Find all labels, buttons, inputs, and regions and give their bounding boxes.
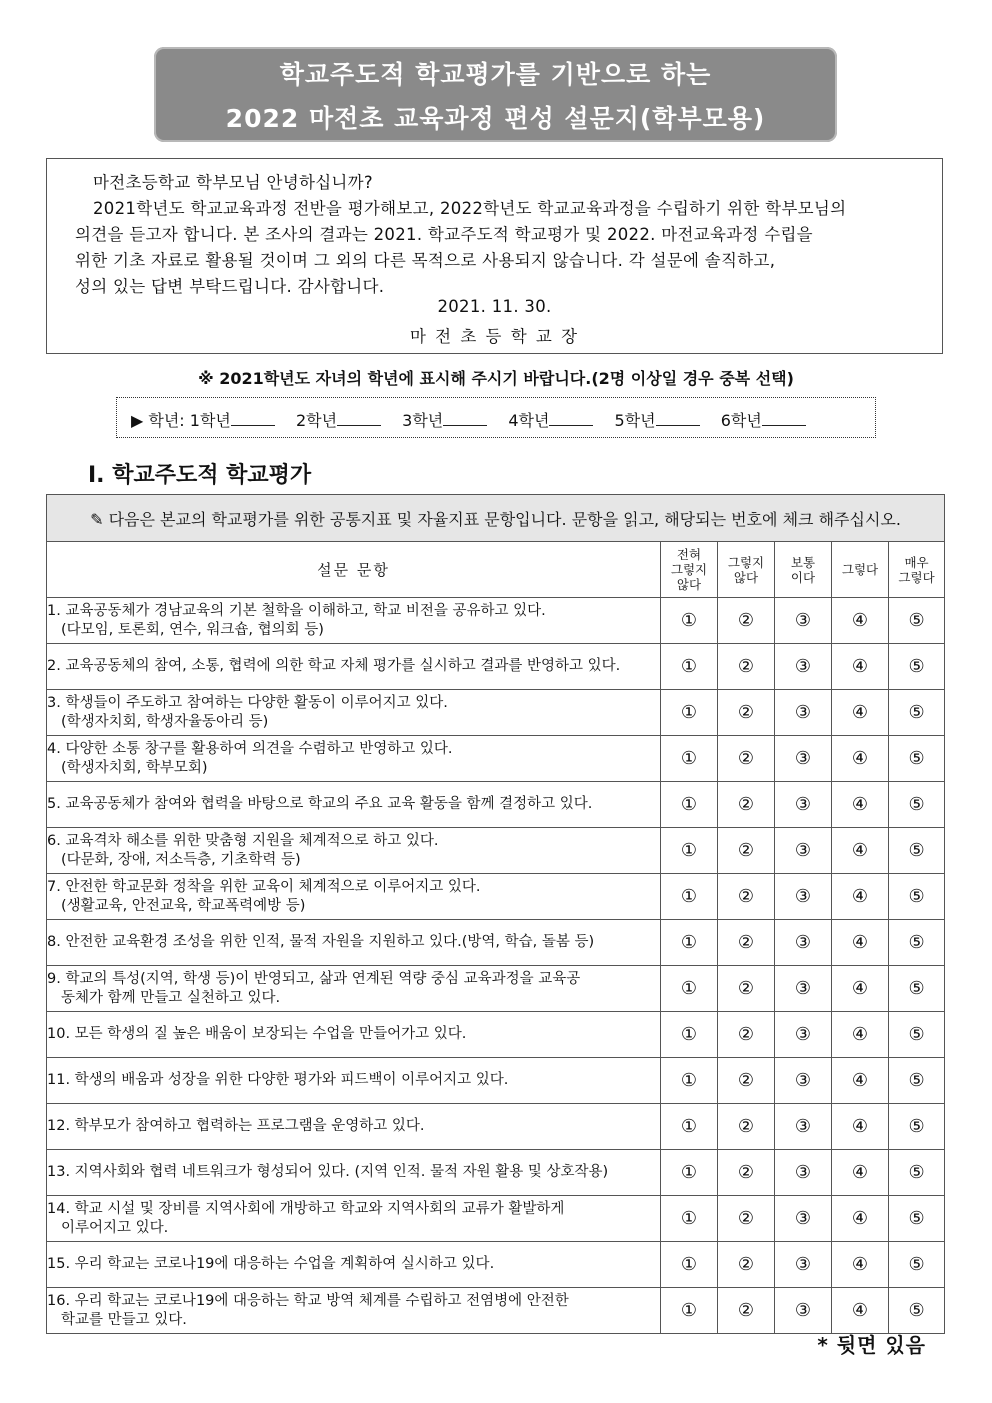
answer-option-3[interactable]: ③	[775, 920, 832, 966]
intro-line-4: 성의 있는 답변 부탁드립니다. 감사합니다.	[75, 277, 385, 296]
question-text: 9. 학교의 특성(지역, 학생 등)이 반영되고, 삶과 연계된 역량 중심 교육과정을 교육공	[47, 970, 581, 987]
answer-option-2[interactable]: ②	[718, 598, 775, 644]
table-row	[47, 598, 945, 644]
answer-option-5[interactable]: ⑤	[889, 598, 945, 644]
table-row	[47, 874, 945, 920]
back-page-note: * 뒷면 있음	[817, 1333, 926, 1357]
question-cell	[47, 1150, 661, 1196]
answer-option-3[interactable]: ③	[775, 874, 832, 920]
question-subtext: 이루어지고 있다.	[61, 1219, 169, 1236]
answer-option-5[interactable]: ⑤	[889, 920, 945, 966]
answer-option-2[interactable]: ②	[718, 920, 775, 966]
question-text: 14. 학교 시설 및 장비를 지역사회에 개방하고 학교와 지역사회의 교류가 활발하게	[47, 1200, 565, 1217]
answer-option-5[interactable]: ⑤	[889, 690, 945, 736]
answer-option-4[interactable]: ④	[832, 920, 889, 966]
answer-option-5[interactable]: ⑤	[889, 782, 945, 828]
intro-signature: 마 전 초 등 학 교 장	[409, 327, 580, 346]
intro-line-2: 의견을 듣고자 합니다. 본 조사의 결과는 2021. 학교주도적 학교평가 및 2022. 마전교육과정 수립을	[75, 225, 813, 244]
answer-option-5[interactable]: ⑤	[889, 1288, 945, 1334]
answer-option-4[interactable]: ④	[832, 1012, 889, 1058]
intro-line-1: 2021학년도 학교교육과정 전반을 평가해보고, 2022학년도 학교교육과정을 수립하기 위한 학부모님의	[93, 199, 847, 218]
question-text: 6. 교육격차 해소를 위한 맞춤형 지원을 체계적으로 하고 있다.	[47, 832, 439, 849]
answer-option-3[interactable]: ③	[775, 782, 832, 828]
question-text: 16. 우리 학교는 코로나19에 대응하는 학교 방역 체계를 수립하고 전염병에 안전한	[47, 1292, 569, 1309]
answer-option-3[interactable]: ③	[775, 828, 832, 874]
answer-option-5[interactable]: ⑤	[889, 1242, 945, 1288]
answer-option-3[interactable]: ③	[775, 1012, 832, 1058]
table-header-row	[47, 542, 945, 598]
answer-option-1[interactable]: ①	[661, 736, 718, 782]
question-text: 12. 학부모가 참여하고 협력하는 프로그램을 운영하고 있다.	[47, 1118, 425, 1134]
question-subtext: (학생자치회, 학부모회)	[61, 759, 208, 776]
question-text: 5. 교육공동체가 참여와 협력을 바탕으로 학교의 주요 교육 활동을 함께 결정하고 있다.	[47, 796, 593, 812]
answer-option-3[interactable]: ③	[775, 644, 832, 690]
question-text: 4. 다양한 소통 창구를 활용하여 의견을 수렴하고 반영하고 있다.	[47, 740, 453, 757]
title-banner	[154, 47, 837, 142]
question-text: 3. 학생들이 주도하고 참여하는 다양한 활동이 이루어지고 있다.	[47, 694, 448, 711]
answer-option-1[interactable]: ①	[661, 1288, 718, 1334]
question-cell	[47, 874, 661, 920]
table-row	[47, 736, 945, 782]
question-subtext: (다문화, 장애, 저소득층, 기초학력 등)	[61, 851, 301, 868]
answer-option-2[interactable]: ②	[718, 644, 775, 690]
grade-blank-3[interactable]	[443, 411, 487, 426]
option-header-5-line: 매우	[904, 554, 929, 570]
question-cell	[47, 644, 661, 690]
answer-option-5[interactable]: ⑤	[889, 1196, 945, 1242]
answer-option-3[interactable]: ③	[775, 736, 832, 782]
answer-option-1[interactable]: ①	[661, 1104, 718, 1150]
table-row	[47, 782, 945, 828]
question-text: 11. 학생의 배움과 성장을 위한 다양한 평가와 피드백이 이루어지고 있다.	[47, 1072, 509, 1088]
answer-option-4[interactable]: ④	[832, 690, 889, 736]
answer-option-3[interactable]: ③	[775, 1288, 832, 1334]
answer-option-2[interactable]: ②	[718, 966, 775, 1012]
answer-option-2[interactable]: ②	[718, 1012, 775, 1058]
answer-option-4[interactable]: ④	[832, 1058, 889, 1104]
answer-option-2[interactable]: ②	[718, 1288, 775, 1334]
grade-label-1: 1학년	[189, 411, 231, 430]
answer-option-3[interactable]: ③	[775, 1058, 832, 1104]
option-header-3-line: 보통	[790, 554, 816, 570]
answer-option-1[interactable]: ①	[661, 1242, 718, 1288]
answer-option-3[interactable]: ③	[775, 1104, 832, 1150]
table-row	[47, 1058, 945, 1104]
answer-option-1[interactable]: ①	[661, 920, 718, 966]
answer-option-4[interactable]: ④	[832, 1242, 889, 1288]
question-cell	[47, 1288, 661, 1334]
question-subtext: (학생자치회, 학생자율동아리 등)	[61, 713, 269, 730]
question-cell	[47, 1058, 661, 1104]
answer-option-2[interactable]: ②	[718, 690, 775, 736]
answer-option-1[interactable]: ①	[661, 690, 718, 736]
answer-option-1[interactable]: ①	[661, 782, 718, 828]
answer-option-1[interactable]: ①	[661, 1058, 718, 1104]
answer-option-1[interactable]: ①	[661, 1150, 718, 1196]
question-text: 15. 우리 학교는 코로나19에 대응하는 수업을 계획하여 실시하고 있다.	[47, 1256, 495, 1272]
question-cell	[47, 690, 661, 736]
answer-option-3[interactable]: ③	[775, 1150, 832, 1196]
question-cell	[47, 1196, 661, 1242]
option-header-2-line: 그렇지	[727, 554, 765, 570]
answer-option-5[interactable]: ⑤	[889, 644, 945, 690]
answer-option-4[interactable]: ④	[832, 782, 889, 828]
answer-option-2[interactable]: ②	[718, 1104, 775, 1150]
question-cell	[47, 598, 661, 644]
answer-option-1[interactable]: ①	[661, 1012, 718, 1058]
grade-row	[131, 408, 822, 431]
question-text: 13. 지역사회와 협력 네트워크가 형성되어 있다. (지역 인적. 물적 자원 활용 및 상호작용)	[47, 1164, 609, 1180]
table-row	[47, 966, 945, 1012]
answer-option-2[interactable]: ②	[718, 1150, 775, 1196]
question-text: 2. 교육공동체의 참여, 소통, 협력에 의한 학교 자체 평가를 실시하고 결과를 반영하고 있다.	[47, 658, 621, 674]
answer-option-2[interactable]: ②	[718, 874, 775, 920]
answer-option-1[interactable]: ①	[661, 1196, 718, 1242]
answer-option-4[interactable]: ④	[832, 644, 889, 690]
answer-option-5[interactable]: ⑤	[889, 828, 945, 874]
question-rows	[47, 598, 945, 1334]
answer-option-4[interactable]: ④	[832, 1150, 889, 1196]
option-header-4-line: 그렇다	[841, 562, 879, 577]
question-text: 10. 모든 학생의 질 높은 배움이 보장되는 수업을 만들어가고 있다.	[47, 1026, 467, 1042]
grade-blank-1[interactable]	[231, 411, 275, 426]
option-header-1-line: 않다	[676, 577, 702, 592]
table-row	[47, 1196, 945, 1242]
grade-notice: ※ 2021학년도 자녀의 학년에 표시해 주시기 바랍니다.(2명 이상일 경우 중복 선택)	[198, 369, 794, 388]
answer-option-5[interactable]: ⑤	[889, 966, 945, 1012]
answer-option-2[interactable]: ②	[718, 782, 775, 828]
grade-blank-5[interactable]	[656, 411, 700, 426]
question-subtext: 학교를 만들고 있다.	[61, 1311, 187, 1328]
option-header-1	[661, 542, 718, 598]
answer-option-4[interactable]: ④	[832, 598, 889, 644]
option-header-1-line: 그렇지	[670, 562, 708, 577]
question-cell	[47, 920, 661, 966]
question-cell	[47, 1242, 661, 1288]
title-line-1: 학교주도적 학교평가를 기반으로 하는	[279, 60, 712, 89]
answer-option-5[interactable]: ⑤	[889, 1012, 945, 1058]
question-cell	[47, 1104, 661, 1150]
question-cell	[47, 828, 661, 874]
instruction-banner: ✎ 다음은 본교의 학교평가를 위한 공통지표 및 자율지표 문항입니다. 문항을 읽고, 해당되는 번호에 체크 해주십시오.	[47, 495, 945, 542]
answer-option-4[interactable]: ④	[832, 1104, 889, 1150]
table-row	[47, 690, 945, 736]
option-header-3-line: 이다	[790, 569, 816, 585]
answer-option-5[interactable]: ⑤	[889, 1058, 945, 1104]
grade-blank-4[interactable]	[549, 411, 593, 426]
table-row	[47, 644, 945, 690]
answer-option-4[interactable]: ④	[832, 736, 889, 782]
option-header-2	[718, 542, 775, 598]
grade-label-3: 3학년	[402, 411, 444, 430]
option-header-4	[832, 542, 889, 598]
intro-line-3: 위한 기초 자료로 활용될 것이며 그 외의 다른 목적으로 사용되지 않습니다. 각 설문에 솔직하고,	[75, 251, 776, 270]
answer-option-1[interactable]: ①	[661, 874, 718, 920]
table-row	[47, 1288, 945, 1334]
answer-option-4[interactable]: ④	[832, 966, 889, 1012]
answer-option-4[interactable]: ④	[832, 828, 889, 874]
question-header: 설문 문항	[47, 542, 661, 598]
option-header-5	[889, 542, 945, 598]
question-text: 8. 안전한 교육환경 조성을 위한 인적, 물적 자원을 지원하고 있다.(방역, 학습, 돌봄 등)	[47, 934, 595, 950]
table-row	[47, 920, 945, 966]
grade-label-6: 6학년	[720, 411, 762, 430]
intro-date: 2021. 11. 30.	[437, 297, 552, 316]
answer-option-1[interactable]: ①	[661, 644, 718, 690]
question-text: 1. 교육공동체가 경남교육의 기본 철학을 이해하고, 학교 비전을 공유하고 있다.	[47, 602, 546, 619]
question-cell	[47, 782, 661, 828]
answer-option-5[interactable]: ⑤	[889, 736, 945, 782]
table-row	[47, 1104, 945, 1150]
answer-option-3[interactable]: ③	[775, 1196, 832, 1242]
survey-table	[46, 494, 945, 1334]
grade-label-4: 4학년	[508, 411, 550, 430]
section-title: Ⅰ. 학교주도적 학교평가	[88, 463, 312, 488]
answer-option-2[interactable]: ②	[718, 828, 775, 874]
answer-option-5[interactable]: ⑤	[889, 1150, 945, 1196]
option-header-2-line: 않다	[733, 569, 759, 585]
grade-prefix: ▶ 학년:	[131, 411, 185, 430]
answer-option-5[interactable]: ⑤	[889, 874, 945, 920]
question-text: 7. 안전한 학교문화 정착을 위한 교육이 체계적으로 이루어지고 있다.	[47, 878, 481, 895]
option-header-5-line: 그렇다	[898, 569, 935, 585]
answer-option-2[interactable]: ②	[718, 736, 775, 782]
table-row	[47, 1242, 945, 1288]
answer-option-2[interactable]: ②	[718, 1058, 775, 1104]
answer-option-3[interactable]: ③	[775, 598, 832, 644]
answer-option-1[interactable]: ①	[661, 598, 718, 644]
answer-option-3[interactable]: ③	[775, 1242, 832, 1288]
grade-blank-2[interactable]	[337, 411, 381, 426]
grade-selection-box	[116, 397, 876, 438]
question-cell	[47, 1012, 661, 1058]
intro-box	[46, 158, 943, 354]
table-row	[47, 1150, 945, 1196]
answer-option-2[interactable]: ②	[718, 1196, 775, 1242]
answer-option-5[interactable]: ⑤	[889, 1104, 945, 1150]
option-header-3	[775, 542, 832, 598]
grade-blank-6[interactable]	[762, 411, 806, 426]
answer-option-4[interactable]: ④	[832, 874, 889, 920]
question-subtext: (생활교육, 안전교육, 학교폭력예방 등)	[61, 897, 306, 914]
intro-greeting: 마전초등학교 학부모님 안녕하십니까?	[93, 173, 373, 192]
answer-option-4[interactable]: ④	[832, 1196, 889, 1242]
title-line-2: 2022 마전초 교육과정 편성 설문지(학부모용)	[225, 104, 766, 133]
answer-option-3[interactable]: ③	[775, 966, 832, 1012]
question-subtext: 동체가 함께 만들고 실천하고 있다.	[61, 989, 281, 1006]
grade-label-5: 5학년	[614, 411, 656, 430]
answer-option-1[interactable]: ①	[661, 966, 718, 1012]
answer-option-2[interactable]: ②	[718, 1242, 775, 1288]
question-subtext: (다모임, 토론회, 연수, 워크숍, 협의회 등)	[61, 621, 324, 638]
answer-option-3[interactable]: ③	[775, 690, 832, 736]
table-row	[47, 828, 945, 874]
grade-label-2: 2학년	[295, 411, 338, 430]
table-row	[47, 1012, 945, 1058]
answer-option-1[interactable]: ①	[661, 828, 718, 874]
answer-option-4[interactable]: ④	[832, 1288, 889, 1334]
option-header-1-line: 전혀	[676, 547, 702, 562]
question-cell	[47, 736, 661, 782]
question-cell	[47, 966, 661, 1012]
